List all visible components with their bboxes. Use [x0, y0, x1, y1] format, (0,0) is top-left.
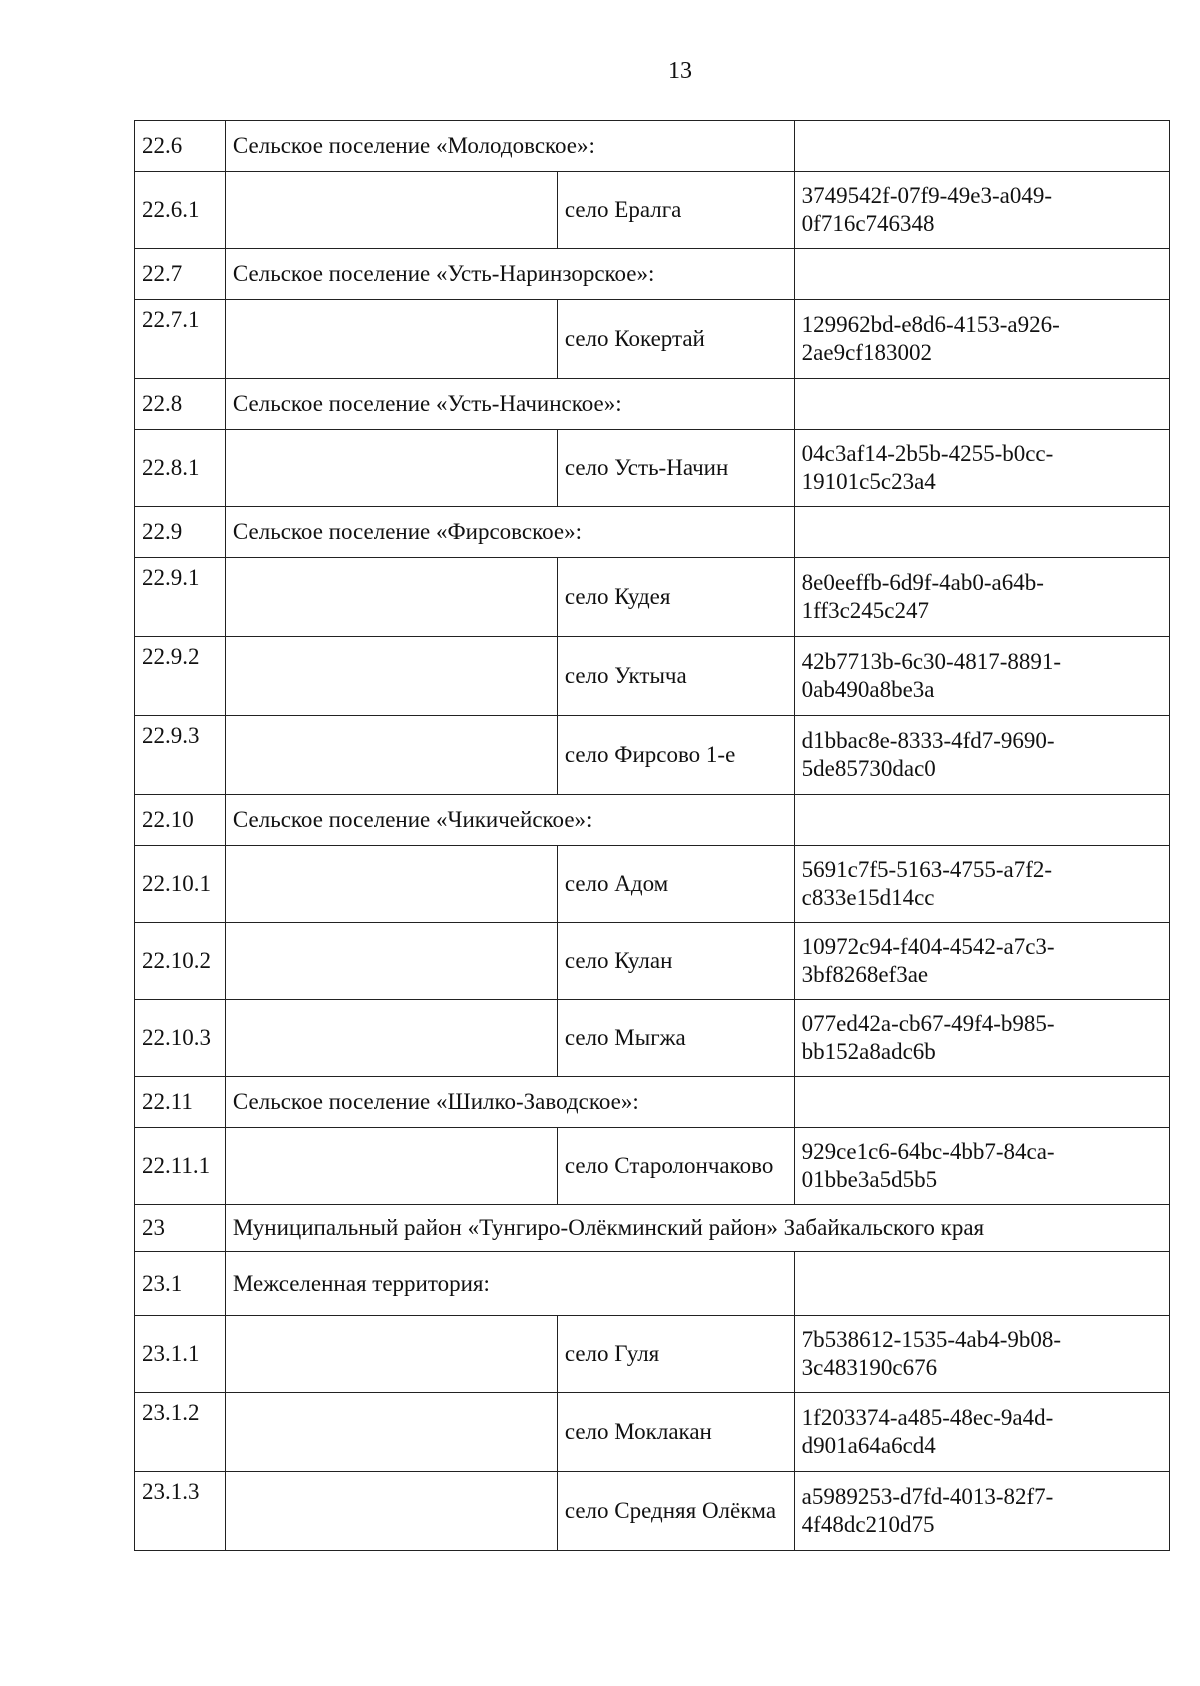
row-number: 22.9.1	[135, 558, 226, 637]
row-number: 22.11	[135, 1077, 226, 1128]
table-row-section	[135, 1077, 1170, 1128]
row-number: 22.10.2	[135, 923, 226, 1000]
fias-code: 7b538612-1535-4ab4-9b08-3c483190c676	[794, 1316, 1169, 1393]
settlements-table	[134, 120, 1170, 1551]
empty-cell	[794, 379, 1169, 430]
page-number: 13	[668, 58, 692, 84]
row-number: 22.6	[135, 121, 226, 172]
settlement-name: село Кудея	[557, 558, 794, 637]
table-row-settlement	[135, 1472, 1170, 1551]
empty-cell	[794, 795, 1169, 846]
row-number: 22.9.3	[135, 716, 226, 795]
settlement-name: село Фирсово 1-е	[557, 716, 794, 795]
fias-code: 42b7713b-6c30-4817-8891-0ab490a8be3a	[794, 637, 1169, 716]
empty-cell	[225, 1316, 557, 1393]
settlement-name: село Гуля	[557, 1316, 794, 1393]
settlement-name: село Средняя Олёкма	[557, 1472, 794, 1551]
table-row-section	[135, 507, 1170, 558]
settlement-group-name: Сельское поселение «Чикичейское»:	[225, 795, 794, 846]
row-number: 22.9.2	[135, 637, 226, 716]
table-row-section	[135, 121, 1170, 172]
row-number: 22.8	[135, 379, 226, 430]
empty-cell	[225, 637, 557, 716]
empty-cell	[794, 249, 1169, 300]
row-number: 23.1.3	[135, 1472, 226, 1551]
settlement-group-name: Сельское поселение «Шилко-Заводское»:	[225, 1077, 794, 1128]
empty-cell	[225, 172, 557, 249]
settlement-name: село Старолончаково	[557, 1128, 794, 1205]
empty-cell	[794, 121, 1169, 172]
fias-code: 10972c94-f404-4542-a7c3-3bf8268ef3ae	[794, 923, 1169, 1000]
district-name: Муниципальный район «Тунгиро-Олёкминский район» Забайкальского края	[225, 1205, 1169, 1252]
row-number: 22.10.1	[135, 846, 226, 923]
settlement-name: село Адом	[557, 846, 794, 923]
table-row-section	[135, 1252, 1170, 1316]
table-row-settlement	[135, 1316, 1170, 1393]
empty-cell	[794, 1252, 1169, 1316]
fias-code: 3749542f-07f9-49e3-a049-0f716c746348	[794, 172, 1169, 249]
table-row-section	[135, 379, 1170, 430]
table-row-section	[135, 795, 1170, 846]
settlement-name: село Мыгжа	[557, 1000, 794, 1077]
table-row-settlement	[135, 716, 1170, 795]
table-row-settlement	[135, 1000, 1170, 1077]
empty-cell	[225, 1393, 557, 1472]
empty-cell	[225, 1472, 557, 1551]
empty-cell	[225, 300, 557, 379]
settlement-name: село Кокертай	[557, 300, 794, 379]
row-number: 22.8.1	[135, 430, 226, 507]
settlement-group-name: Сельское поселение «Усть-Наринзорское»:	[225, 249, 794, 300]
settlement-group-name: Сельское поселение «Фирсовское»:	[225, 507, 794, 558]
settlements-table-body	[135, 121, 1170, 1551]
row-number: 23	[135, 1205, 226, 1252]
empty-cell	[225, 558, 557, 637]
fias-code: 077ed42a-cb67-49f4-b985-bb152a8adc6b	[794, 1000, 1169, 1077]
fias-code: 5691c7f5-5163-4755-a7f2-c833e15d14cc	[794, 846, 1169, 923]
row-number: 22.9	[135, 507, 226, 558]
fias-code: 8e0eeffb-6d9f-4ab0-a64b-1ff3c245c247	[794, 558, 1169, 637]
fias-code: 929ce1c6-64bc-4bb7-84ca-01bbe3a5d5b5	[794, 1128, 1169, 1205]
table-row-section	[135, 1205, 1170, 1252]
empty-cell	[225, 846, 557, 923]
row-number: 22.10	[135, 795, 226, 846]
settlement-name: село Кулан	[557, 923, 794, 1000]
settlement-group-name: Межселенная территория:	[225, 1252, 794, 1316]
row-number: 22.10.3	[135, 1000, 226, 1077]
row-number: 22.7	[135, 249, 226, 300]
table-row-settlement	[135, 846, 1170, 923]
empty-cell	[225, 1000, 557, 1077]
table-row-settlement	[135, 1393, 1170, 1472]
empty-cell	[794, 1077, 1169, 1128]
row-number: 23.1	[135, 1252, 226, 1316]
settlement-name: село Ералга	[557, 172, 794, 249]
row-number: 23.1.1	[135, 1316, 226, 1393]
table-row-settlement	[135, 637, 1170, 716]
settlement-name: село Усть-Начин	[557, 430, 794, 507]
row-number: 23.1.2	[135, 1393, 226, 1472]
table-row-settlement	[135, 558, 1170, 637]
table-row-settlement	[135, 430, 1170, 507]
settlement-name: село Моклакан	[557, 1393, 794, 1472]
table-row-settlement	[135, 1128, 1170, 1205]
table-row-settlement	[135, 923, 1170, 1000]
row-number: 22.6.1	[135, 172, 226, 249]
fias-code: 129962bd-e8d6-4153-a926-2ae9cf183002	[794, 300, 1169, 379]
empty-cell	[225, 430, 557, 507]
row-number: 22.11.1	[135, 1128, 226, 1205]
settlement-name: село Уктыча	[557, 637, 794, 716]
table-row-settlement	[135, 172, 1170, 249]
fias-code: 1f203374-a485-48ec-9a4d-d901a64a6cd4	[794, 1393, 1169, 1472]
empty-cell	[225, 1128, 557, 1205]
table-row-section	[135, 249, 1170, 300]
settlement-group-name: Сельское поселение «Молодовское»:	[225, 121, 794, 172]
settlement-group-name: Сельское поселение «Усть-Начинское»:	[225, 379, 794, 430]
fias-code: a5989253-d7fd-4013-82f7-4f48dc210d75	[794, 1472, 1169, 1551]
table-row-settlement	[135, 300, 1170, 379]
fias-code: d1bbac8e-8333-4fd7-9690-5de85730dac0	[794, 716, 1169, 795]
empty-cell	[225, 716, 557, 795]
fias-code: 04c3af14-2b5b-4255-b0cc-19101c5c23a4	[794, 430, 1169, 507]
row-number: 22.7.1	[135, 300, 226, 379]
empty-cell	[794, 507, 1169, 558]
empty-cell	[225, 923, 557, 1000]
